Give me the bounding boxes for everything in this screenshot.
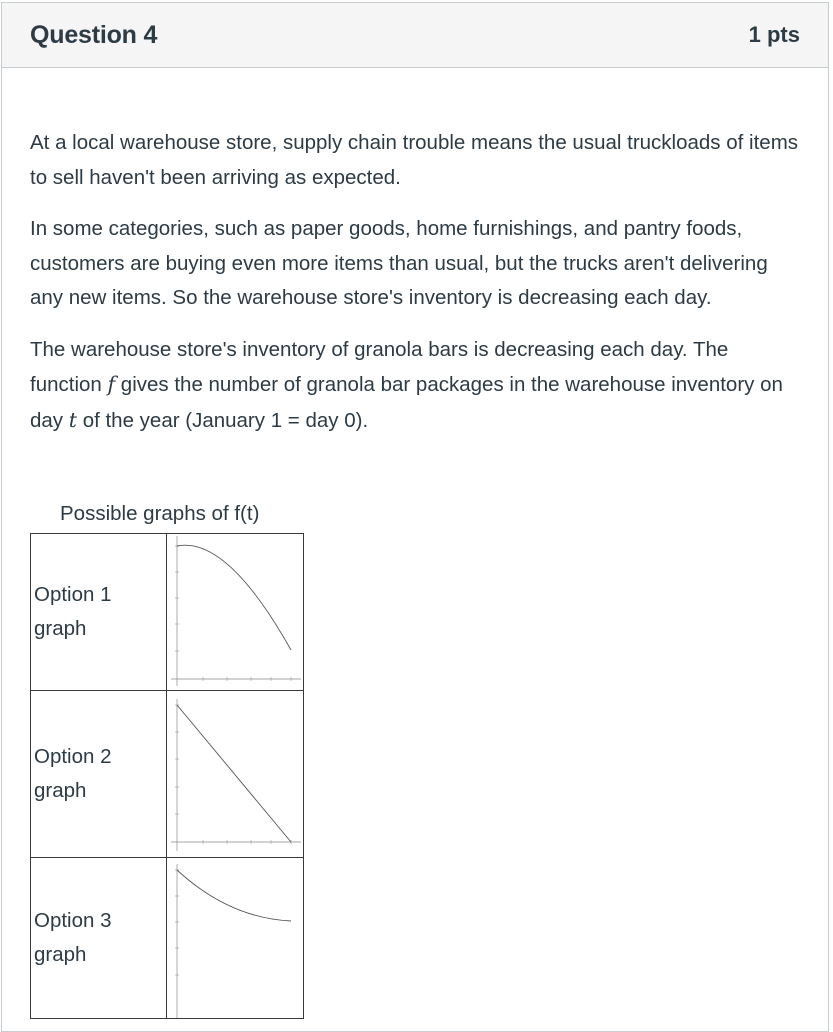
- option-2-graph: [167, 691, 304, 858]
- option-3-label: Option 3 graph: [31, 858, 167, 1019]
- option-1-label: Option 1 graph: [31, 534, 167, 691]
- math-variable-f: f: [107, 372, 116, 396]
- question-card: [1, 2, 829, 1032]
- option-2-line: [177, 705, 291, 842]
- paragraph-3-part-b: gives the number of granola bar packages in the warehouse inventory on day: [30, 373, 783, 432]
- option-1-graph-image: [167, 534, 303, 690]
- option-2-label: Option 2 graph: [31, 691, 167, 858]
- option-row-3: [31, 858, 304, 1019]
- option-1-graph: [167, 534, 304, 691]
- graph-options-table: [30, 533, 304, 1019]
- question-paragraph-2: In some categories, such as paper goods, home furnishings, and pantry foods, customers are buying even more items than usual, but the trucks aren't delivering any new items. So the warehouse store's inventory is decreasing each day.: [30, 217, 768, 309]
- option-3-graph: [167, 858, 304, 1019]
- option-1-curve: [177, 545, 291, 650]
- question-title: Question 4: [30, 20, 158, 49]
- question-body: [2, 68, 828, 1019]
- math-variable-t: t: [68, 407, 77, 432]
- question-points: 1 pts: [748, 22, 800, 47]
- paragraph-3-part-c: of the year (January 1 = day 0).: [77, 408, 369, 432]
- graph-table-caption: Possible graphs of f(t): [60, 502, 260, 525]
- option-row-2: [31, 691, 304, 858]
- option-row-1: [31, 534, 304, 691]
- option-3-curve: [177, 870, 291, 921]
- question-paragraph-3: [30, 333, 800, 439]
- question-header: [2, 3, 828, 68]
- question-paragraph-1: At a local warehouse store, supply chain trouble means the usual truckloads of items to sell haven't been arriving as expected.: [30, 131, 799, 189]
- option-2-graph-image: [167, 691, 303, 857]
- paragraph-3-part-a: The warehouse store's inventory of granola bars is decreasing each day. The function: [30, 337, 729, 396]
- option-3-graph-image: [167, 858, 303, 1018]
